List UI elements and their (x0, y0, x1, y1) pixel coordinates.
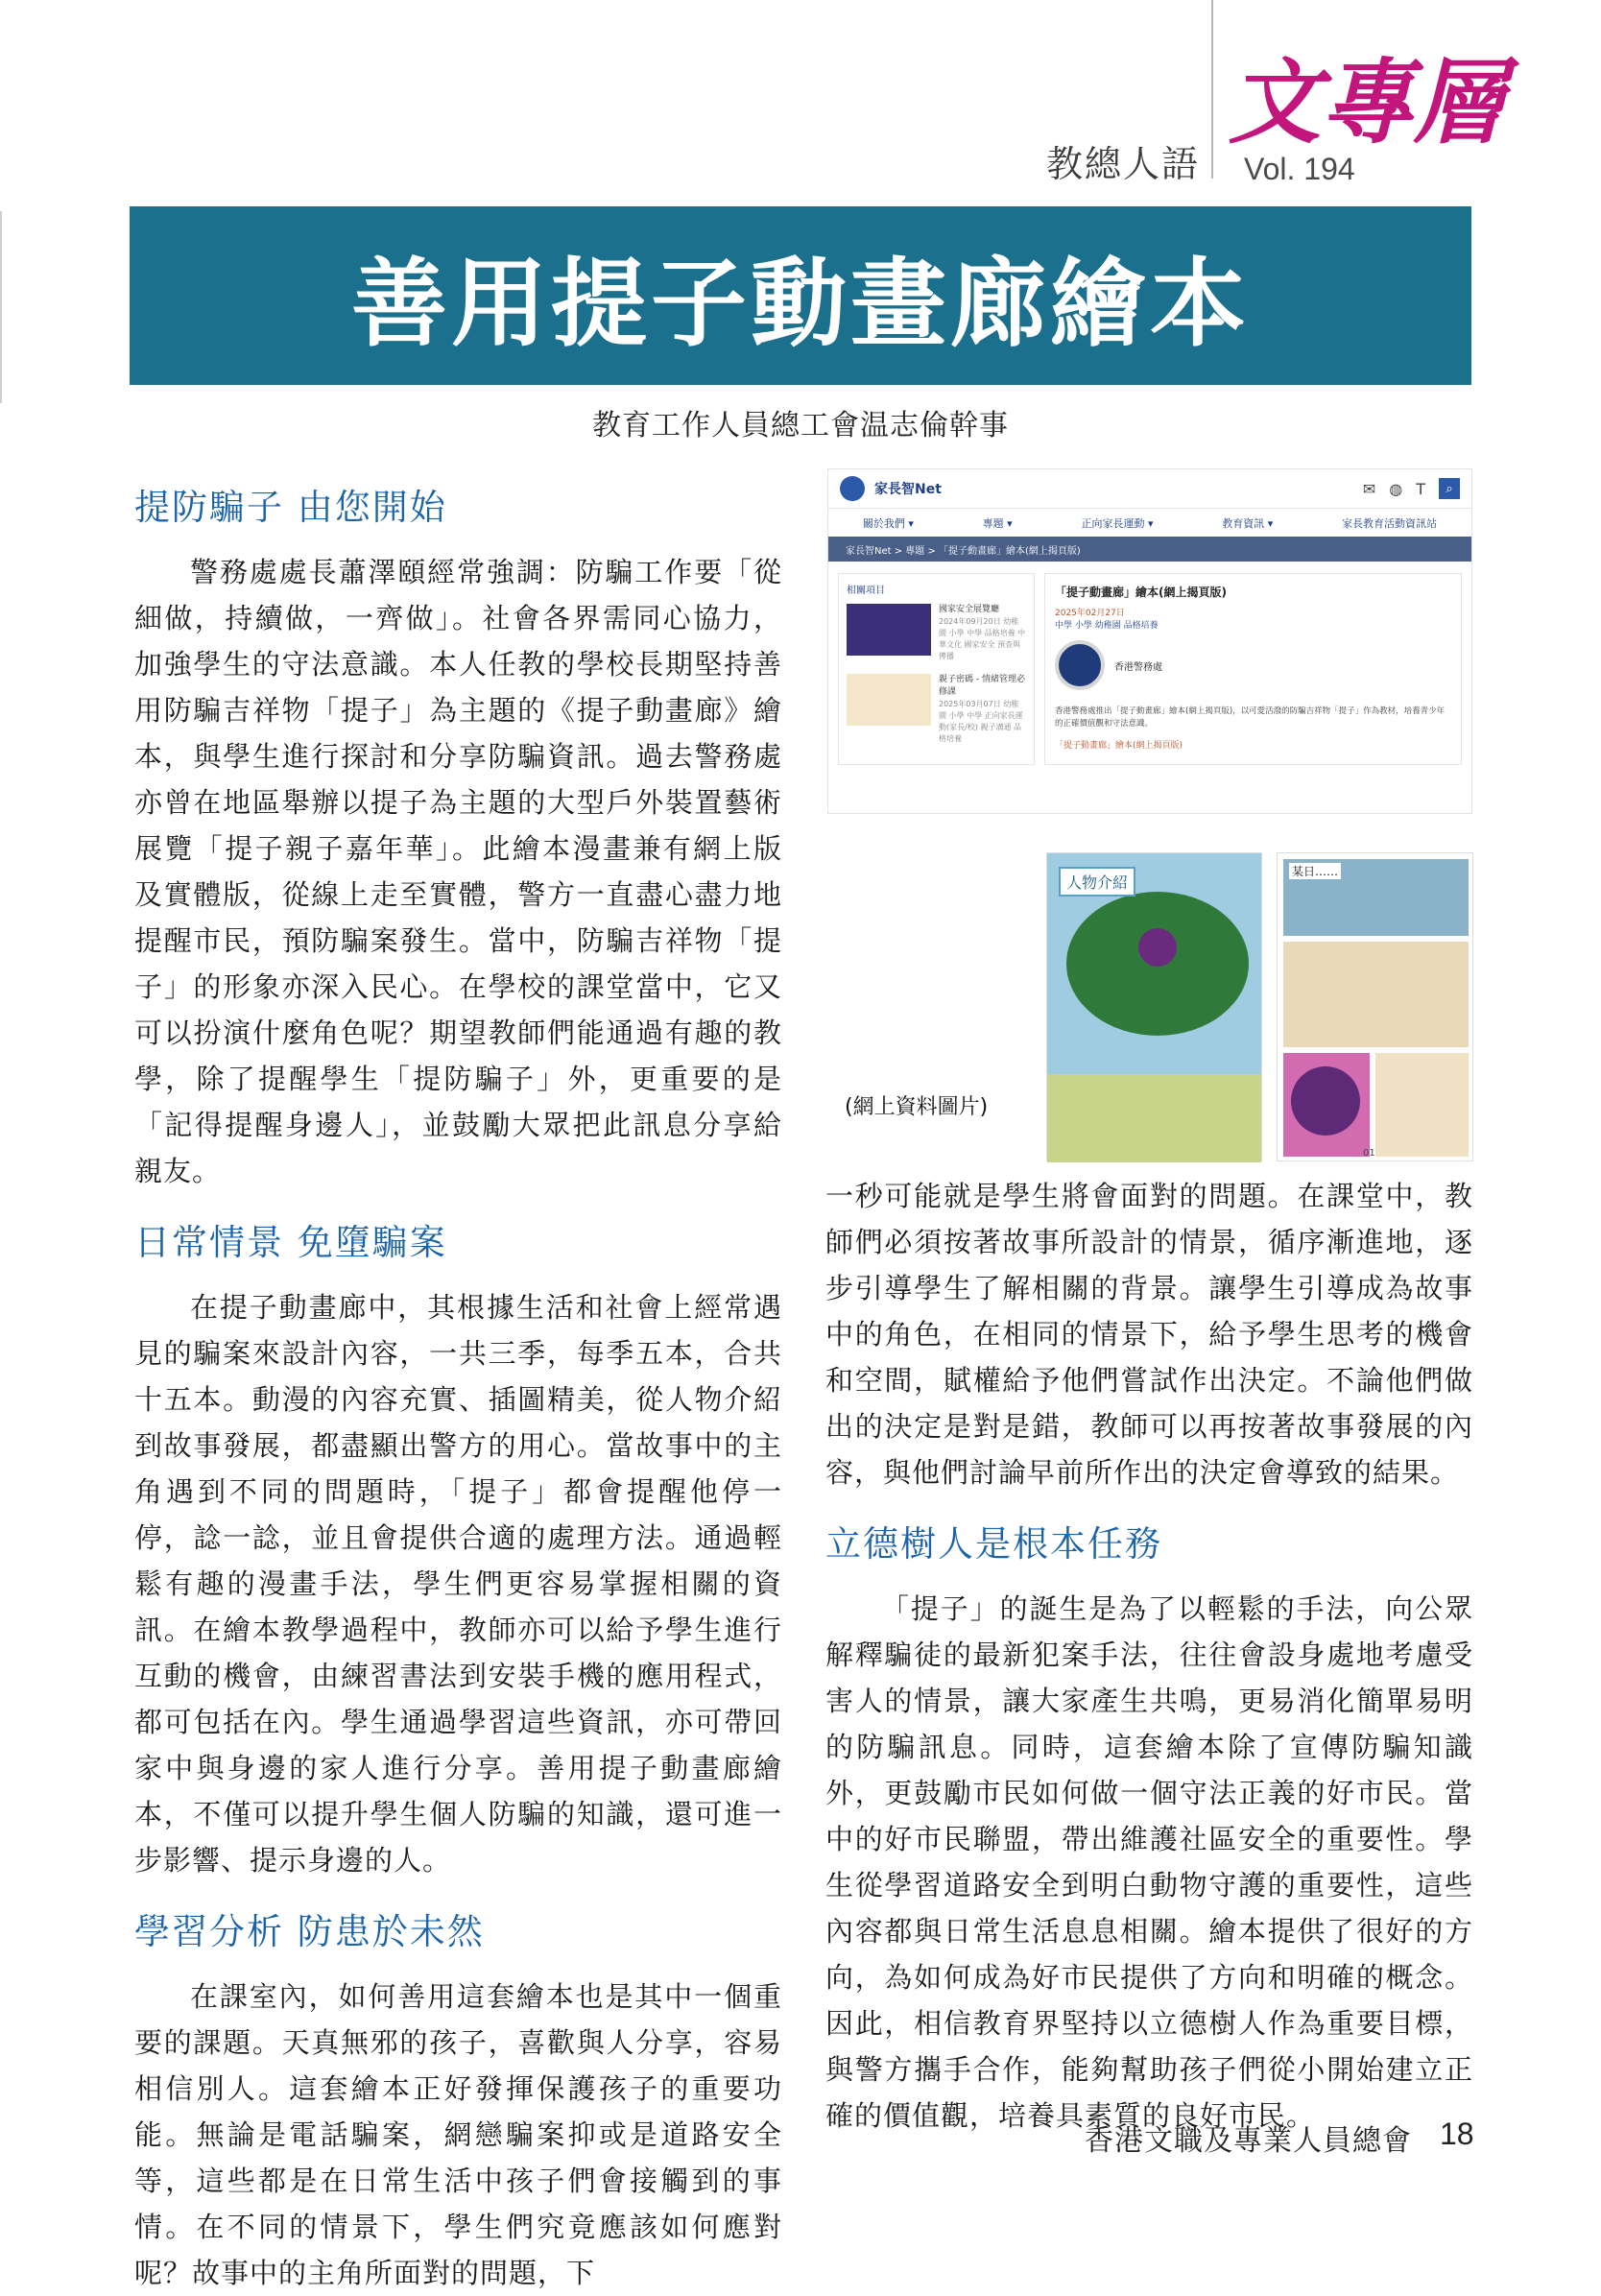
logo-calligraphy-icon (1229, 38, 1505, 163)
body-paragraph: 在提子動畫廊中，其根據生活和社會上經常遇見的騙案來設計內容，一共三季，每季五本，合共十五本。動漫的內容充實、插圖精美，從人物介紹到故事發展，都盡顯出警方的用心。當故事中的主角遇到不同的問題時，「提子」都會提醒他停一停，諗一諗，並且會提供合適的處理方法。通過輕鬆有趣的漫畫手法，學生們更容易掌握相關的資訊。在繪本教學過程中，教師亦可以給予學生進行互動的機會，由練習書法到安裝手機的應用程式，都可包括在內。學生通過學習這些資訊，亦可帶回家中與身邊的家人進行分享。善用提子動畫廊繪本，不僅可以提升學生個人防騙的知識，還可進一步影響、提示身邊的人。 (134, 1291, 782, 1877)
grape-mascot-icon (1138, 928, 1177, 967)
body-paragraph: 「提子」的誕生是為了以輕鬆的手法，向公眾解釋騙徒的最新犯案手法，往往會設身處地考慮受害人的情景，讓大家產生共鳴，更易消化簡單易明的防騙訊息。同時，這套繪本除了宣傳防騙知識外，更鼓勵市民如何做一個守法正義的好市民。當中的好市民聯盟，帶出維護社區安全的重要性。學生從學習道路安全到明白動物守護的重要性，這些內容都與日常生活息息相關。繪本提供了很好的方向，為如何成為好市民提供了方向和明確的概念。因此，相信教育界堅持以立德樹人作為重要目標，與警方攜手合作，能夠幫助孩子們從小開始建立正確的價值觀，培養具素質的良好市民。 (825, 1592, 1473, 2132)
police-badge-icon (1055, 640, 1105, 690)
right-column (825, 1173, 1473, 2139)
section-heading: 立德樹人是根本任務 (825, 1523, 1162, 1565)
mail-icon: ✉ (1362, 479, 1376, 498)
footer-organization: 香港文職及專業人員總會 (1085, 2124, 1412, 2158)
ground-illustration (1047, 1074, 1261, 1162)
svg-text:文專層: 文專層 (1229, 48, 1505, 156)
related-item (847, 604, 1026, 662)
comic-page-number: 01 (1363, 1148, 1375, 1159)
nav-item: 專題 ▾ (982, 516, 1013, 530)
related-items (838, 573, 1035, 765)
comic-intro-tag: 人物介紹 (1059, 867, 1135, 897)
related-item-title: 國家安全展覽廳 (939, 605, 1000, 614)
body-paragraph: 警務處處長蕭澤頤經常強調：防騙工作要「從細做，持續做，一齊做」。社會各界需同心協力，加強學生的守法意識。本人任教的學校長期堅持善用防騙吉祥物「提子」為主題的《提子動畫廊》繪本，與學生進行探討和分享防騙資訊。過去警務處亦曾在地區舉辦以提子為主題的大型戶外裝置藝術展覽「提子親子嘉年華」。此繪本漫畫兼有網上版及實體版，從線上走至實體，警方一直盡心盡力地提醒市民，預防騙案發生。當中，防騙吉祥物「提子」的形象亦深入民心。在學校的課堂當中，它又可以扮演什麼角色呢？期望教師們能通過有趣的教學，除了提醒學生「提防騙子」外，更重要的是「記得提醒身邊人」，並鼓勵大眾把此訊息分享給親友。 (134, 556, 782, 1187)
article-title: 善用提子動畫廊繪本 (351, 248, 1250, 360)
site-article-title: 「提子動畫廊」繪本(網上揭頁版) (1055, 586, 1227, 599)
magazine-logo (1229, 38, 1505, 192)
site-article-date: 2025年02月27日 (1055, 609, 1125, 618)
related-item (847, 674, 1026, 745)
section-heading: 學習分析 防患於未然 (134, 1911, 485, 1952)
comic-panel (1283, 942, 1469, 1047)
nav-item: 教育資訊 ▾ (1222, 516, 1274, 530)
site-breadcrumb: 家長智Net > 專題 > 「提子動畫廊」繪本(網上揭頁版) (828, 537, 1471, 562)
page-number: 18 (1440, 2117, 1474, 2151)
globe-icon: ◍ (1389, 479, 1403, 498)
site-brand: 家長智Net (874, 482, 942, 497)
related-title: 相關項目 (847, 586, 885, 596)
site-logo-icon (840, 476, 865, 501)
comic-story-page (1277, 852, 1473, 1161)
title-banner (130, 206, 1471, 385)
comic-character-page (1046, 852, 1262, 1161)
related-thumbnail (847, 604, 931, 656)
site-article (1044, 573, 1462, 765)
related-item-meta: 2025年03月07日 幼稚園 小學 中學 正向家長運動(家長/校) 親子溝通 品格培養 (939, 700, 1023, 743)
left-column (134, 480, 782, 2296)
nav-item: 家長教育活動資訊站 (1342, 516, 1438, 530)
grape-mascot-icon (1291, 1066, 1360, 1136)
volume-number: Vol. 194 (1244, 152, 1355, 186)
section-heading: 提防騙子 由您開始 (134, 487, 447, 528)
nav-item: 正向家長運動 ▾ (1081, 516, 1154, 530)
page-edge-rule (0, 211, 2, 403)
nav-item: 關於我們 ▾ (862, 516, 914, 530)
body-paragraph: 一秒可能就是學生將會面對的問題。在課堂中，教師們必須按著故事所設計的情景，循序漸進地，逐步引導學生了解相關的背景。讓學生引導成為故事中的角色，在相同的情景下，給予學生思考的機會和空間，賦權給予他們嘗試作出決定。不論他們做出的決定是對是錯，教師可以再按著故事發展的內容，與他們討論早前所作出的決定會導致的結果。 (825, 1180, 1473, 1489)
comic-panel-label: 某日…… (1289, 863, 1341, 879)
section-label: 教總人語 (1046, 143, 1201, 185)
site-article-tags: 中學 小學 幼稚園 品格培養 (1055, 621, 1159, 631)
text-size-icon: T (1416, 479, 1425, 498)
article-author: 教育工作人員總工會温志倫幹事 (592, 409, 1009, 442)
section-heading: 日常情景 免墮騙案 (134, 1222, 447, 1263)
image-caption: (網上資料圖片) (845, 1095, 989, 1119)
site-article-link: 「提子動畫廊」繪本(網上揭頁版) (1055, 741, 1183, 751)
search-icon: ⌕ (1439, 478, 1460, 499)
related-item-title: 親子密碼 - 情緒管理必修課 (939, 675, 1025, 697)
related-thumbnail (847, 674, 931, 726)
police-name: 香港警務處 (1114, 661, 1162, 673)
header-divider (1211, 0, 1213, 179)
comic-panel (1375, 1053, 1469, 1157)
site-nav (828, 508, 1471, 537)
website-screenshot (827, 468, 1472, 814)
related-item-meta: 2024年09月20日 幼稚園 小學 中學 品格培養 中華文化 國家安全 預查與傳播 (939, 617, 1026, 660)
site-article-desc: 香港警務處推出「提子動畫廊」繪本(網上揭頁版)，以可愛活潑的防騙吉祥物「提子」作為教材，培養青少年的正確價值觀和守法意識。 (1055, 706, 1446, 729)
body-paragraph: 在課室內，如何善用這套繪本也是其中一個重要的課題。天真無邪的孩子，喜歡與人分享，容易相信別人。這套繪本正好發揮保護孩子的重要功能。無論是電話騙案，網戀騙案抑或是道路安全等，這些都是在日常生活中孩子們會接觸到的事情。在不同的情景下，學生們究竟應該如何應對呢？故事中的主角所面對的問題，下 (134, 1980, 782, 2289)
comic-panel (1283, 859, 1469, 936)
